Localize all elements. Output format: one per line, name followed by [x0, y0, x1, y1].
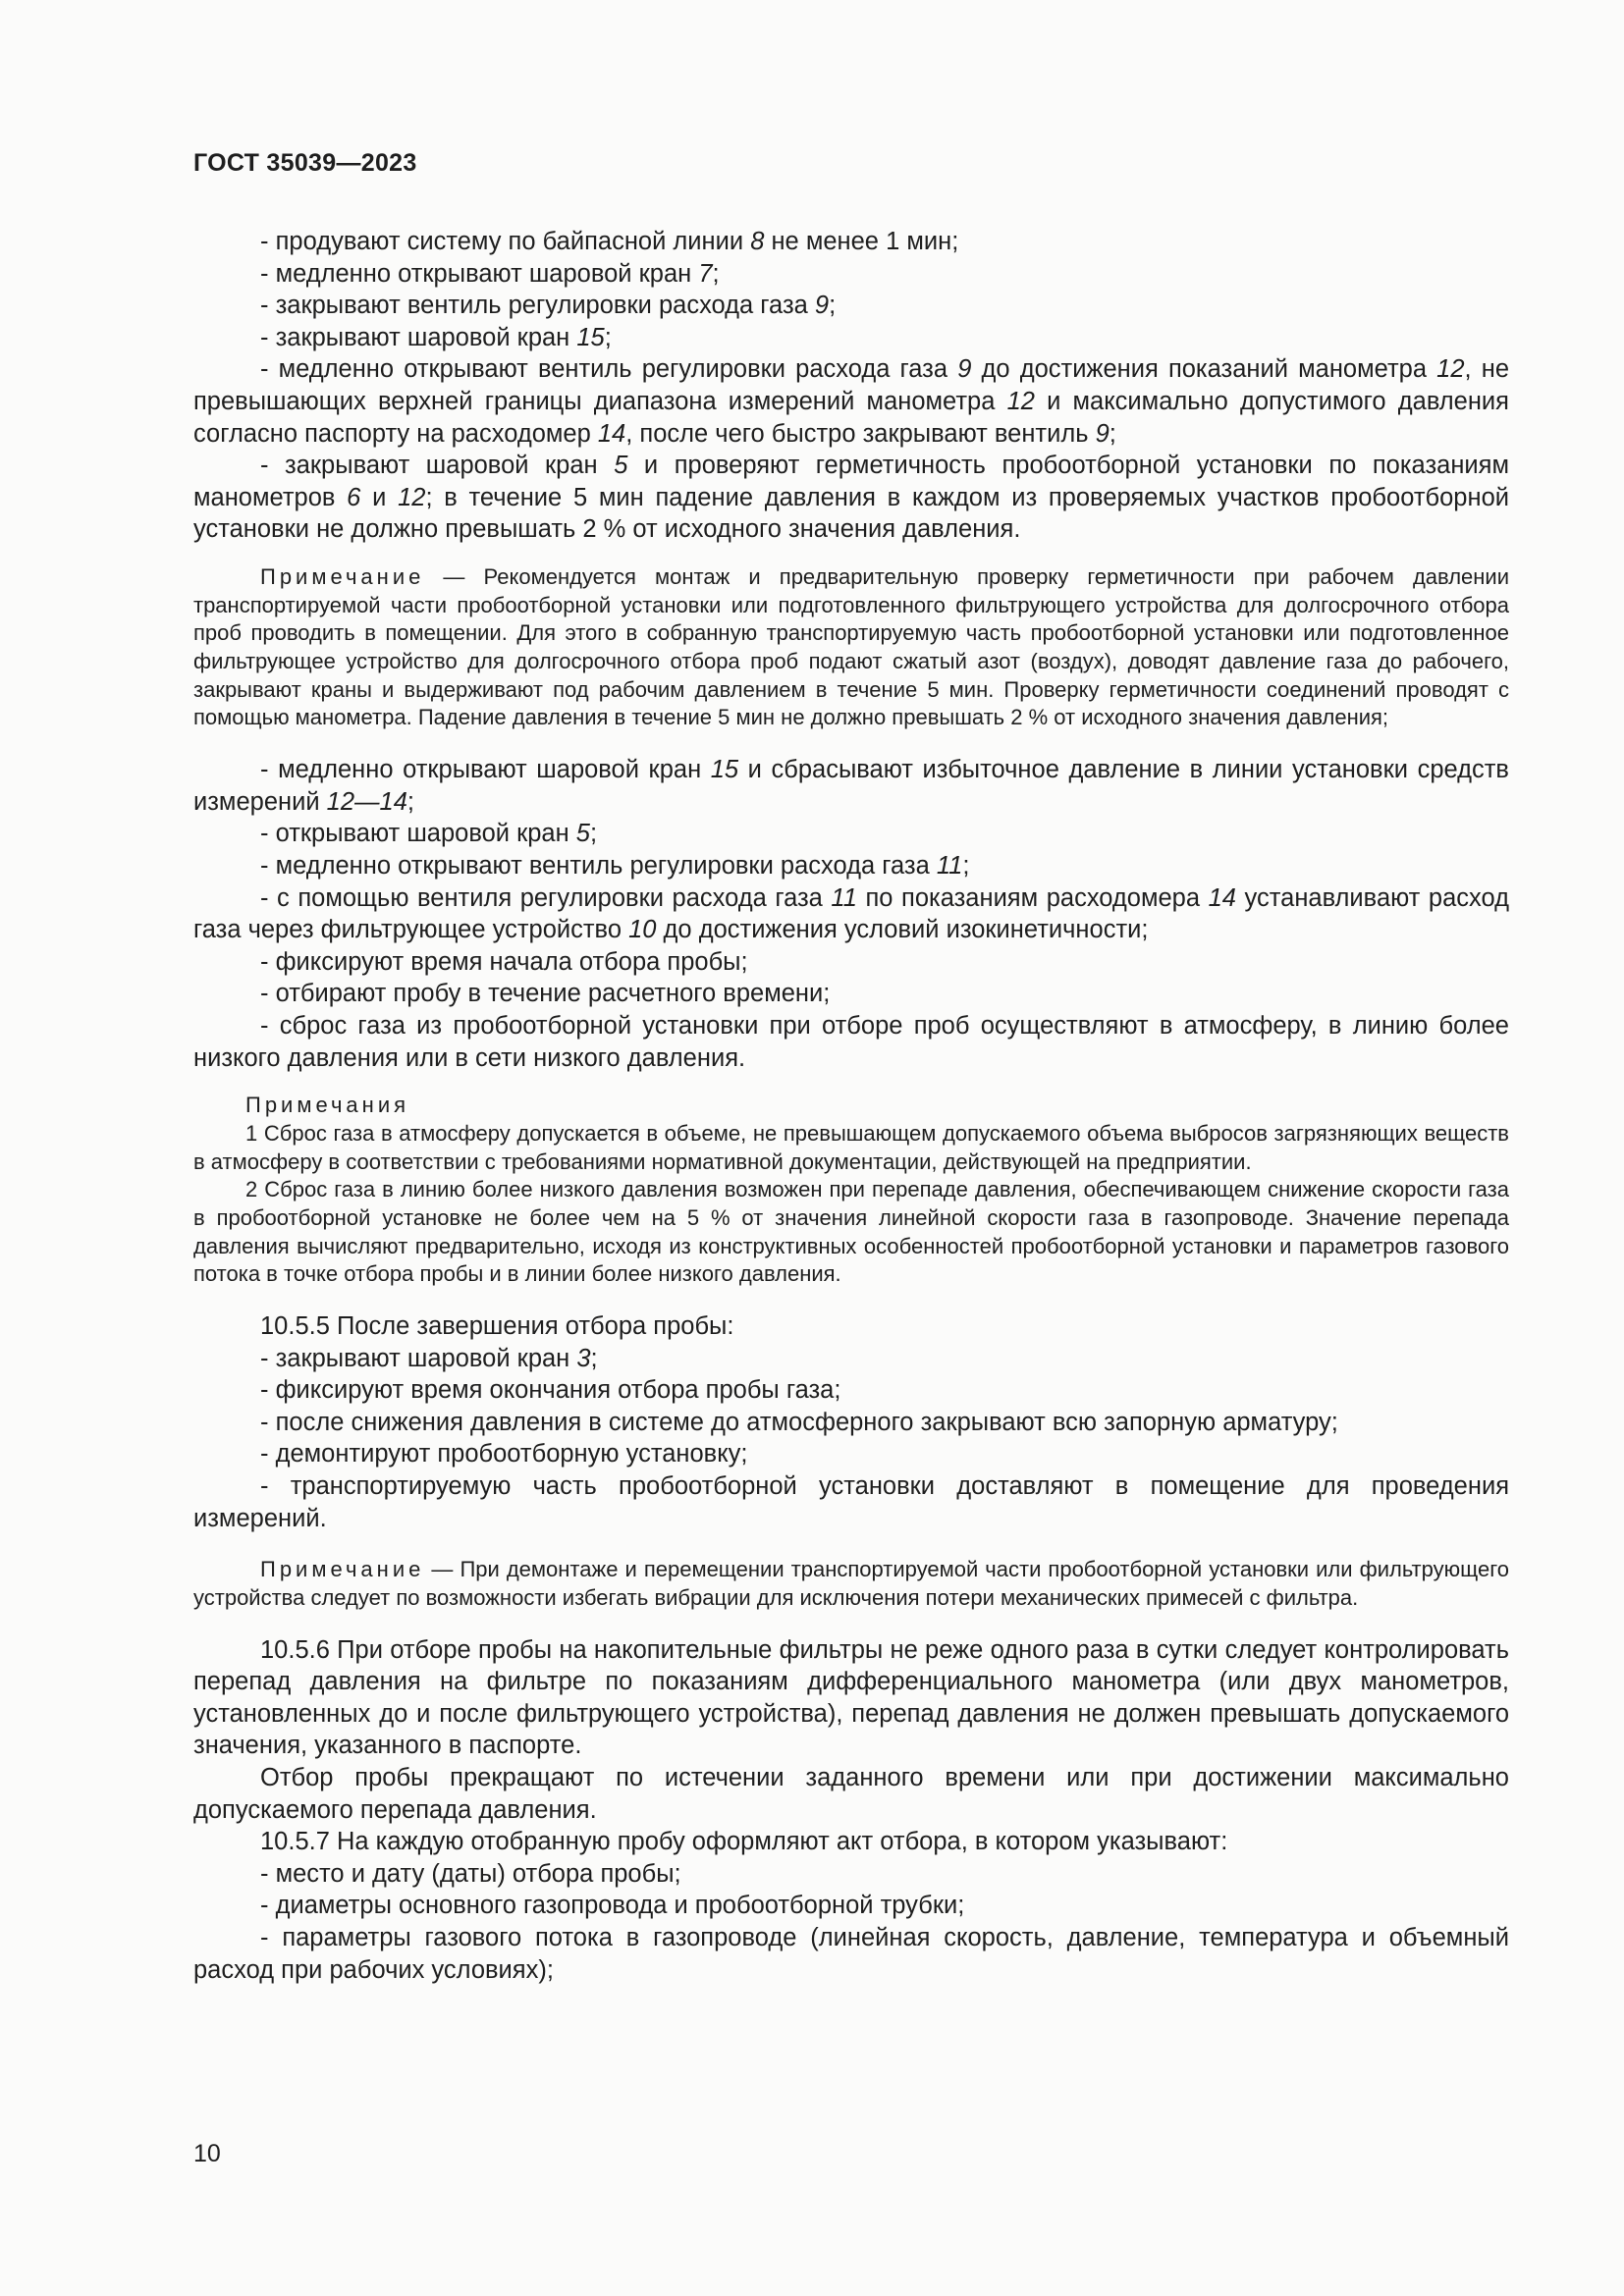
item-reference: 12: [398, 483, 426, 511]
note-paragraph: [193, 1092, 1509, 1120]
text-segment: - медленно открывают шаровой кран: [260, 756, 711, 784]
item-reference: 11: [831, 883, 857, 912]
body-paragraph: [193, 450, 1509, 546]
text-segment: - закрывают шаровой кран: [260, 1344, 577, 1372]
item-reference: 3: [576, 1344, 591, 1372]
body-paragraph: [193, 1826, 1509, 1858]
page-number: 10: [193, 2140, 221, 2167]
body-paragraph: [193, 1407, 1509, 1439]
note-paragraph: [193, 1120, 1509, 1176]
text-segment: - продувают систему по байпасной линии: [260, 228, 751, 255]
text-segment: и сбрасывают избыточное давление в линии установки средств измерений: [193, 756, 1509, 816]
body-paragraph: [193, 322, 1509, 354]
body-paragraph: [193, 754, 1509, 818]
body-paragraph: [193, 1438, 1509, 1470]
body-paragraph: [193, 1343, 1509, 1375]
item-reference: 12—14: [326, 787, 407, 816]
text-segment: не менее 1 мин;: [764, 228, 959, 255]
text-segment: 1 Сброс газа в атмосферу допускается в объеме, не превышающем допускаемого объема выбросов загрязняющих веществ в атмосферу в соответствии с требованиями нормативной документации, действующей на предприятии.: [193, 1120, 1509, 1174]
text-segment: и проверяют герметичность пробоотборной установки по показаниям манометров: [193, 452, 1509, 511]
item-reference: 9: [957, 355, 972, 384]
paragraph-gap: [193, 1613, 1509, 1634]
body-paragraph: [193, 1010, 1509, 1074]
text-segment: , после чего быстро закрывают вентиль: [625, 419, 1096, 448]
text-segment: до достижения показаний манометра: [971, 355, 1437, 384]
text-segment: - закрывают шаровой кран: [260, 323, 577, 351]
item-reference: 15: [710, 756, 739, 784]
text-segment: и максимально допустимого давления согласно паспорту на расходомер: [193, 387, 1509, 448]
text-segment: 2 Сброс газа в линию более низкого давления возможен при перепаде давления, обеспечивающем снижение скорости газа в пробоотборной установке не более чем на 5 % от значения линейной скорости газа в газопроводе. Значение перепада давления вычисляют предварительно, исходя из конструктивных особенностей пробоотборной установки и параметров газового потока в точке отбора пробы и в линии более низкого давления.: [193, 1177, 1509, 1287]
body-paragraph: [193, 946, 1509, 979]
item-reference: 11: [936, 851, 963, 880]
paragraph-gap: [193, 1074, 1509, 1092]
text-segment: , не превышающих верхней границы диапазона измерений манометра: [193, 355, 1509, 415]
item-reference: 14: [597, 419, 626, 448]
note-paragraph: [193, 1176, 1509, 1289]
item-reference: 8: [750, 228, 765, 255]
text-segment: 10.5.5 После завершения отбора пробы:: [260, 1312, 734, 1341]
note-label: Примечания: [245, 1093, 410, 1118]
text-segment: ;: [604, 323, 612, 351]
body-paragraph: [193, 850, 1509, 882]
text-segment: Отбор пробы прекращают по истечении заданного времени или при достижении максимально допускаемого перепада давления.: [193, 1763, 1509, 1824]
text-segment: ;: [829, 292, 837, 320]
text-segment: - параметры газового потока в газопроводе (линейная скорость, давление, температура и объемный расход при рабочих условиях);: [193, 1923, 1509, 1984]
item-reference: 14: [1208, 883, 1236, 912]
item-reference: 15: [576, 323, 605, 351]
body-paragraph: [193, 353, 1509, 450]
body-paragraph: [193, 1374, 1509, 1407]
text-segment: - место и дату (даты) отбора пробы;: [260, 1859, 681, 1888]
item-reference: 12: [1436, 355, 1465, 384]
text-segment: — Рекомендуется монтаж и предварительную проверку герметичности при рабочем давлении транспортируемой части пробоотборной установки или подготовленного фильтрующего устройства для долгосрочного отбора проб проводить в помещении. Для этого в собранную транспортируемую часть пробоотборной установки или подготовленное фильтрующее устройство для долгосрочного отбора проб подают сжатый азот (воздух), доводят давление газа до рабочего, закрывают краны и выдерживают под рабочим давлением в течение 5 мин. Проверку герметичности соединений проводят с помощью манометра. Падение давления в течение 5 мин не должно превышать 2 % от исходного значения давления;: [193, 563, 1509, 730]
text-segment: устанавливают расход газа через фильтрующее устройство: [193, 883, 1509, 944]
document-header: ГОСТ 35039—2023: [193, 149, 417, 177]
text-segment: 10.5.7 На каждую отобранную пробу оформляют акт отбора, в котором указывают:: [260, 1828, 1228, 1856]
text-segment: - сброс газа из пробоотборной установки при отборе проб осуществляют в атмосферу, в линию более низкого давления или в сети низкого давления.: [193, 1011, 1509, 1072]
text-segment: ;: [406, 787, 414, 816]
text-segment: ;: [589, 820, 598, 848]
text-segment: - медленно открывают вентиль регулировки расхода газа: [260, 355, 958, 384]
item-reference: 7: [698, 259, 713, 288]
text-segment: - демонтируют пробоотборную установку;: [260, 1440, 748, 1468]
text-segment: - фиксируют время окончания отбора пробы газа;: [260, 1376, 841, 1405]
text-segment: ; в течение 5 мин падение давления в каждом из проверяемых участков пробоотборной установки не должно превышать 2 % от исходного значения давления.: [193, 483, 1509, 544]
item-reference: 12: [1006, 387, 1035, 415]
body-paragraph: [193, 258, 1509, 291]
body-paragraph: [193, 1762, 1509, 1826]
item-reference: 6: [347, 483, 361, 511]
text-segment: - закрывают шаровой кран: [260, 452, 615, 480]
body-paragraph: [193, 1634, 1509, 1762]
item-reference: 9: [814, 292, 830, 320]
document-body: [193, 226, 1509, 1986]
text-segment: - транспортируемую часть пробоотборной установки доставляют в помещение для проведения измерений.: [193, 1471, 1509, 1532]
text-segment: — При демонтаже и перемещении транспортируемой части пробоотборной установки или фильтрующего устройства следует по возможности избегать вибрации для исключения потери механических примесей с фильтра.: [193, 1557, 1509, 1610]
body-paragraph: [193, 978, 1509, 1010]
body-paragraph: [193, 1890, 1509, 1922]
item-reference: 9: [1095, 419, 1110, 448]
note-label: Примечание: [260, 563, 425, 589]
text-segment: - фиксируют время начала отбора пробы;: [260, 947, 748, 976]
paragraph-gap: [193, 732, 1509, 754]
note-label: Примечание: [260, 1557, 425, 1582]
text-segment: ;: [962, 851, 970, 880]
text-segment: - с помощью вентиля регулировки расхода газа: [260, 883, 832, 912]
text-segment: - медленно открывают вентиль регулировки расхода газа: [260, 851, 937, 880]
paragraph-gap: [193, 546, 1509, 563]
item-reference: 10: [628, 916, 657, 944]
note-paragraph: [193, 1556, 1509, 1612]
body-paragraph: [193, 226, 1509, 258]
text-segment: - после снижения давления в системе до атмосферного закрывают всю запорную арматуру;: [260, 1408, 1338, 1436]
note-paragraph: [193, 563, 1509, 732]
text-segment: и: [360, 483, 399, 511]
text-segment: - отбирают пробу в течение расчетного времени;: [260, 980, 831, 1008]
text-segment: ;: [712, 259, 720, 288]
text-segment: по показаниям расходомера: [856, 883, 1209, 912]
item-reference: 5: [614, 452, 628, 480]
text-segment: - закрывают вентиль регулировки расхода газа: [260, 292, 815, 320]
body-paragraph: [193, 882, 1509, 946]
text-segment: ;: [1109, 419, 1116, 448]
text-segment: 10.5.6 При отборе пробы на накопительные фильтры не реже одного раза в сутки следует контролировать перепад давления на фильтре по показаниям дифференциального манометра (или двух манометров, установленных до и после фильтрующего устройства), перепад давления не должен превышать допускаемого значения, указанного в паспорте.: [193, 1635, 1509, 1760]
paragraph-gap: [193, 1289, 1509, 1310]
text-segment: - медленно открывают шаровой кран: [260, 259, 699, 288]
text-segment: - диаметры основного газопровода и пробоотборной трубки;: [260, 1892, 965, 1920]
body-paragraph: [193, 1310, 1509, 1343]
text-segment: - открывают шаровой кран: [260, 820, 576, 848]
body-paragraph: [193, 290, 1509, 322]
body-paragraph: [193, 1858, 1509, 1891]
text-segment: ;: [590, 1344, 598, 1372]
text-segment: до достижения условий изокинетичности;: [656, 916, 1149, 944]
body-paragraph: [193, 1922, 1509, 1986]
paragraph-gap: [193, 1534, 1509, 1556]
body-paragraph: [193, 818, 1509, 850]
body-paragraph: [193, 1470, 1509, 1534]
item-reference: 5: [575, 820, 590, 848]
